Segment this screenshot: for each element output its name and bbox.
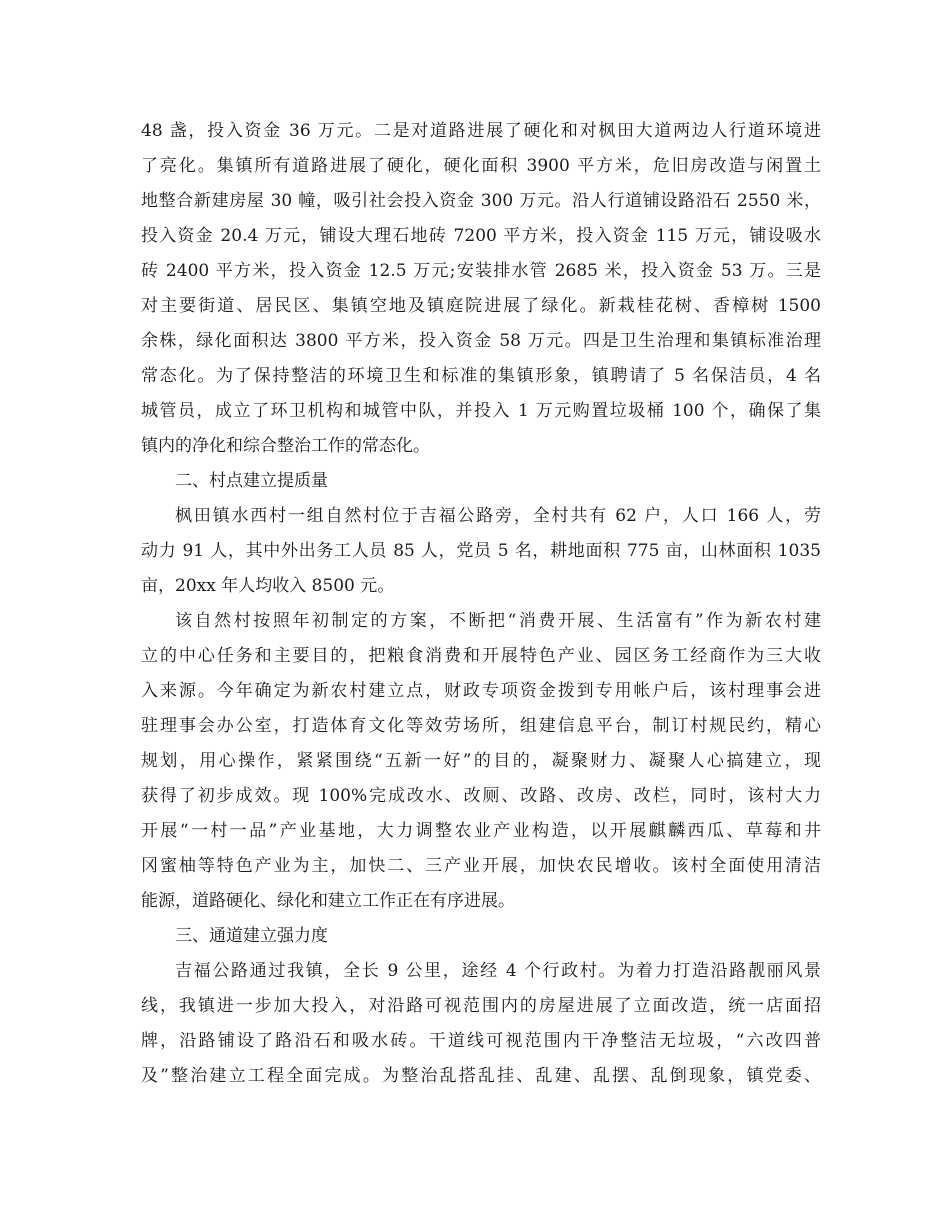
text-line: 亩，20xx 年人均收入 8500 元。 [141, 576, 395, 596]
section-heading [141, 464, 821, 499]
text-line: 该自然村按照年初制定的方案，不断把“消费开展、生活富有”作为新农村建 [175, 611, 821, 631]
text-line: 了亮化。集镇所有道路进展了硬化，硬化面积 3900 平方米，危旧房改造与闲置土 [141, 156, 821, 176]
section-heading-text: 三、通道建立强力度 [175, 926, 328, 946]
text-line: 立的中心任务和主要目的，把粮食消费和开展特色产业、园区务工经商作为三大收 [141, 646, 821, 666]
text-line: 及”整治建立工程全面完成。为整治乱搭乱挂、乱建、乱摆、乱倒现象，镇党委、 [141, 1066, 821, 1086]
text-line: 开展“一村一品”产业基地，大力调整农业产业构造，以开展麒麟西瓜、草莓和井 [141, 821, 821, 841]
text-line: 常态化。为了保持整洁的环境卫生和标准的集镇形象，镇聘请了 5 名保洁员，4 名 [141, 366, 821, 386]
paragraph [141, 604, 821, 919]
text-line: 吉福公路通过我镇，全长 9 公里，途经 4 个行政村。为着力打造沿路靓丽风景 [175, 961, 821, 981]
section-heading [141, 919, 821, 954]
text-line: 牌，沿路铺设了路沿石和吸水砖。干道线可视范围内干净整洁无垃圾，“六改四普 [141, 1031, 821, 1051]
text-line: 能源，道路硬化、绿化和建立工作正在有序进展。 [141, 891, 515, 911]
text-line: 城管员，成立了环卫机构和城管中队，并投入 1 万元购置垃圾桶 100 个，确保了集 [141, 401, 821, 421]
text-line: 动力 91 人，其中外出务工人员 85 人，党员 5 名，耕地面积 775 亩，山林面积 1035 [141, 541, 821, 561]
paragraph-continuation [141, 114, 821, 464]
section-heading-text: 二、村点建立提质量 [175, 471, 328, 491]
text-line: 砖 2400 平方米，投入资金 12.5 万元;安装排水管 2685 米，投入资金 53 万。三是 [141, 261, 821, 281]
paragraph [141, 499, 821, 604]
text-line: 镇内的净化和综合整治工作的常态化。 [141, 436, 430, 456]
text-line: 余株，绿化面积达 3800 平方米，投入资金 58 万元。四是卫生治理和集镇标准治理 [141, 331, 821, 351]
text-line: 获得了初步成效。现 100%完成改水、改厕、改路、改房、改栏，同时，该村大力 [141, 786, 821, 806]
text-line: 驻理事会办公室，打造体育文化等效劳场所，组建信息平台，制订村规民约，精心 [141, 716, 821, 736]
text-line: 投入资金 20.4 万元，铺设大理石地砖 7200 平方米，投入资金 115 万元，铺设吸水 [141, 226, 821, 246]
text-line: 枫田镇水西村一组自然村位于吉福公路旁，全村共有 62 户，人口 166 人，劳 [175, 506, 821, 526]
paragraph [141, 954, 821, 1094]
text-line: 48 盏，投入资金 36 万元。二是对道路进展了硬化和对枫田大道两边人行道环境进 [141, 121, 821, 141]
document-page [141, 114, 821, 1094]
text-line: 冈蜜柚等特色产业为主，加快二、三产业开展，加快农民增收。该村全面使用清洁 [141, 856, 821, 876]
text-line: 入来源。今年确定为新农村建立点，财政专项资金拨到专用帐户后，该村理事会进 [141, 681, 821, 701]
text-line: 地整合新建房屋 30 幢，吸引社会投入资金 300 万元。沿人行道铺设路沿石 2550 米， [141, 191, 821, 211]
text-line: 规划，用心操作，紧紧围绕“五新一好”的目的，凝聚财力、凝聚人心搞建立，现 [141, 751, 821, 771]
text-line: 对主要街道、居民区、集镇空地及镇庭院进展了绿化。新栽桂花树、香樟树 1500 [141, 296, 821, 316]
text-line: 线，我镇进一步加大投入，对沿路可视范围内的房屋进展了立面改造，统一店面招 [141, 996, 821, 1016]
